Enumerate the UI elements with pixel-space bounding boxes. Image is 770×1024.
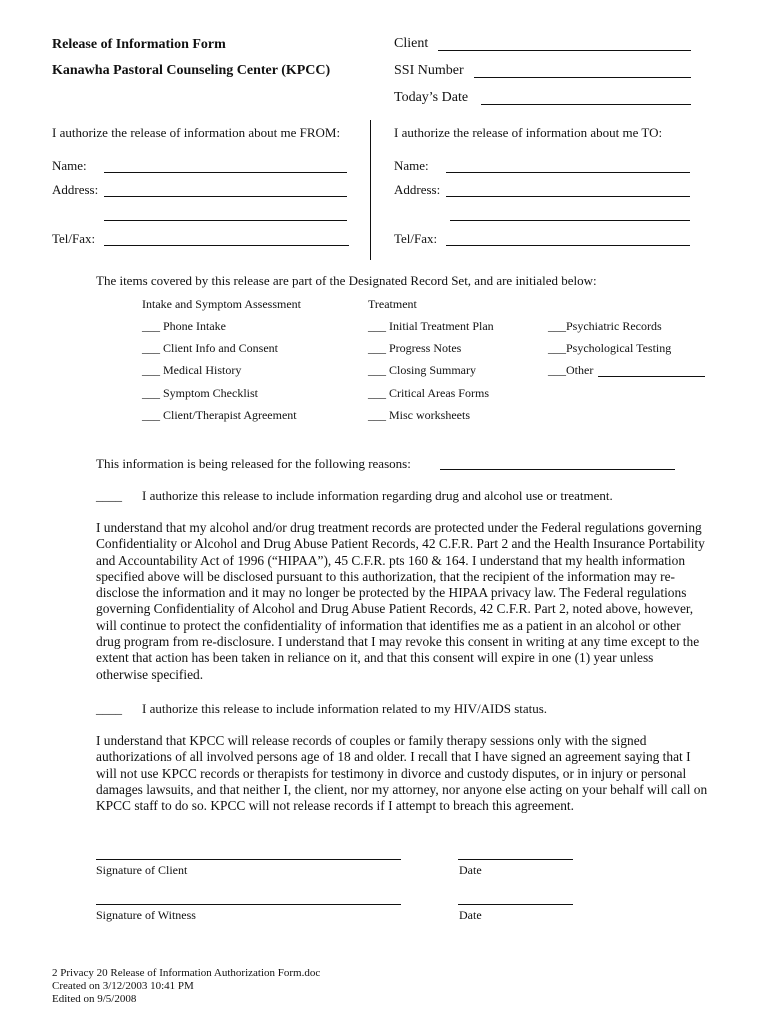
item-psychiatric-records[interactable]: ___Psychiatric Records <box>548 319 662 333</box>
client-date-field[interactable] <box>458 859 573 860</box>
item-psychological-testing[interactable]: ___Psychological Testing <box>548 341 672 355</box>
client-date-label: Date <box>459 863 482 877</box>
intake-heading: Intake and Symptom Assessment <box>142 297 301 311</box>
from-telfax-label: Tel/Fax: <box>52 231 96 246</box>
to-address-field-2[interactable] <box>450 220 690 221</box>
to-telfax-field[interactable] <box>446 245 690 246</box>
item-client-therapist-agreement[interactable]: ___ Client/Therapist Agreement <box>142 408 297 422</box>
ssi-field[interactable] <box>474 77 691 78</box>
client-signature-label: Signature of Client <box>96 863 188 877</box>
to-telfax-label: Tel/Fax: <box>394 231 438 246</box>
item-critical-areas-forms[interactable]: ___ Critical Areas Forms <box>368 386 489 400</box>
reasons-field[interactable] <box>440 469 675 470</box>
to-name-label: Name: <box>394 158 429 173</box>
todays-date-field[interactable] <box>481 104 691 105</box>
hiv-statement: I authorize this release to include information related to my HIV/AIDS status. <box>142 701 548 716</box>
from-telfax-field[interactable] <box>104 245 349 246</box>
item-client-info-consent[interactable]: ___ Client Info and Consent <box>142 341 278 355</box>
org-name: Kanawha Pastoral Counseling Center (KPCC) <box>52 63 331 78</box>
client-field[interactable] <box>438 50 691 51</box>
from-address-field-2[interactable] <box>104 220 347 221</box>
witness-date-label: Date <box>459 908 482 922</box>
drug-alcohol-initial-blank[interactable]: ____ <box>96 488 122 503</box>
item-medical-history[interactable]: ___ Medical History <box>142 363 242 377</box>
from-heading: I authorize the release of information about me FROM: <box>52 125 341 140</box>
treatment-heading: Treatment <box>368 297 417 311</box>
item-other[interactable]: ___Other <box>548 363 594 377</box>
to-name-field[interactable] <box>446 172 690 173</box>
footer-doc-name: 2 Privacy 20 Release of Information Authorization Form.doc <box>52 967 321 979</box>
item-closing-summary[interactable]: ___ Closing Summary <box>368 363 477 377</box>
form-title: Release of Information Form <box>52 37 226 52</box>
items-intro: The items covered by this release are part of the Designated Record Set, and are initialed below: <box>96 273 597 288</box>
from-name-field[interactable] <box>104 172 347 173</box>
from-name-label: Name: <box>52 158 87 173</box>
client-signature-field[interactable] <box>96 859 401 860</box>
drug-alcohol-paragraph: I understand that my alcohol and/or drug treatment records are protected under the Federal regulations governing Confidentiality or Alcohol and Drug Abuse Patient Records, 42 C.F.R. Part 2 and the Health Insurance Portability and Accountability Act of 1996 (“HIPAA”), 45 C.F.R. pts 160 & 164. I understand that my health information specified above will be disclosed pursuant to this authorization, that the recipient of the information may re-disclose the information and it may no longer be protected by the HIPAA privacy law. The Federal regulations governing Confidentiality of Alcohol and Drug Abuse Patient Records, 42 C.F.R. Part 2, noted above, however, will continue to protect the confidentiality of information that identifies me as a patient in an alcohol or other drug program from re-disclosure. I understand that I may revoke this consent in writing at any time except to the extent that action has been taken in reliance on it, and that this consent will expire in one (1) year unless otherwise specified. <box>96 520 705 682</box>
date-label: Today’s Date <box>394 90 469 105</box>
item-misc-worksheets[interactable]: ___ Misc worksheets <box>368 408 470 422</box>
hiv-initial-blank[interactable]: ____ <box>96 701 122 716</box>
reasons-label: This information is being released for the following reasons: <box>96 456 411 471</box>
witness-signature-field[interactable] <box>96 904 401 905</box>
item-initial-treatment-plan[interactable]: ___ Initial Treatment Plan <box>368 319 494 333</box>
item-phone-intake[interactable]: ___ Phone Intake <box>142 319 226 333</box>
from-address-label: Address: <box>52 182 99 197</box>
client-label: Client <box>394 36 429 51</box>
section-divider <box>370 120 371 260</box>
other-field[interactable] <box>598 376 705 377</box>
drug-alcohol-statement: I authorize this release to include information regarding drug and alcohol use or treatment. <box>142 488 613 503</box>
witness-signature-label: Signature of Witness <box>96 908 196 922</box>
to-address-field-1[interactable] <box>446 196 690 197</box>
witness-date-field[interactable] <box>458 904 573 905</box>
to-address-label: Address: <box>394 182 441 197</box>
item-symptom-checklist[interactable]: ___ Symptom Checklist <box>142 386 259 400</box>
footer-created: Created on 3/12/2003 10:41 PM <box>52 980 194 992</box>
from-address-field-1[interactable] <box>104 196 347 197</box>
item-progress-notes[interactable]: ___ Progress Notes <box>368 341 462 355</box>
hiv-paragraph: I understand that KPCC will release records of couples or family therapy sessions only with the signed authorizations of all involved persons age of 18 and older. I recall that I have signed an agreement saying that I will not use KPCC records or therapists for testimony in divorce and custody disputes, or in injury or personal damages lawsuits, and that neither I, the client, nor my attorney, nor anyone else acting on your behalf will call on KPCC staff to do so. KPCC will not release records if I attempt to breach this agreement. <box>96 733 708 814</box>
to-heading: I authorize the release of information about me TO: <box>394 125 663 140</box>
footer-edited: Edited on 9/5/2008 <box>52 993 137 1005</box>
ssi-label: SSI Number <box>394 63 464 78</box>
